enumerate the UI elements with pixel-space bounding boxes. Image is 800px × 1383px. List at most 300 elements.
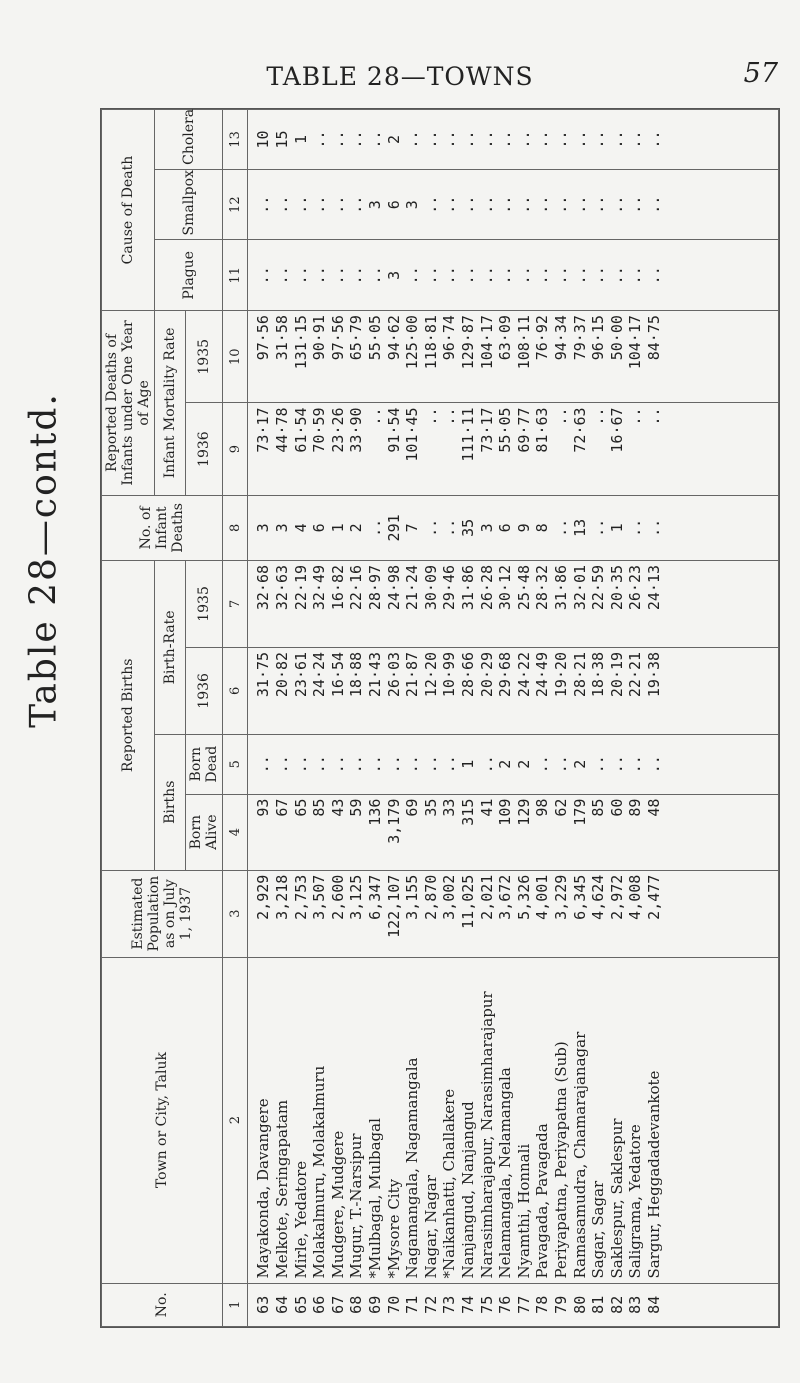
cell-no: 84 (644, 1295, 663, 1314)
cell-imr35: 94·34 (551, 315, 570, 361)
cell-plague: .. (347, 266, 366, 285)
cell-town: Mayakonda, Davangere (254, 1098, 273, 1279)
cell-cholera: 15 (273, 130, 292, 149)
cell-pop: 4,001 (533, 874, 552, 920)
cell-inf: .. (440, 518, 459, 537)
cell-imr36: 69·77 (514, 407, 533, 453)
cell-dead: .. (384, 755, 403, 774)
cell-inf: .. (589, 518, 608, 537)
col-cholera (248, 110, 779, 170)
cell-dead: .. (403, 755, 422, 774)
cell-alive: 69 (403, 798, 422, 817)
cell-town: Melkote, Seringapatam (273, 1099, 292, 1279)
cell-town: Saligrama, Yedatore (626, 1124, 645, 1279)
cell-town: Sargur, Heggadadevankote (644, 1070, 663, 1279)
cell-no: 63 (254, 1295, 273, 1314)
cell-town: Narasimharajapur, Narasimharajapur (477, 991, 496, 1279)
cell-alive: 136 (366, 798, 385, 826)
cell-smallpox: .. (459, 195, 477, 214)
cell-br35: 29·46 (440, 564, 459, 611)
cell-inf: 9 (514, 523, 533, 533)
cell-imr35: 90·91 (310, 315, 329, 361)
cell-inf: .. (644, 518, 663, 537)
cell-plague: .. (514, 266, 533, 285)
cell-imr35: 125·00 (403, 315, 422, 370)
cell-cholera: .. (459, 130, 477, 149)
cell-no: 68 (347, 1295, 366, 1314)
cell-alive: 35 (421, 798, 440, 817)
cell-imr36: .. (626, 407, 645, 426)
cell-cholera: .. (403, 130, 422, 149)
cell-br36: 16·54 (328, 651, 347, 698)
cell-inf: .. (626, 518, 645, 537)
column-number: 12 (223, 169, 248, 240)
cell-alive: 85 (310, 798, 329, 817)
cell-town: Nyamthi, Honnali (514, 1143, 533, 1279)
cell-smallpox: .. (533, 195, 552, 214)
cell-alive: 129 (514, 798, 533, 826)
cell-br36: 26·03 (384, 651, 403, 698)
cell-dead: 2 (570, 759, 589, 769)
cell-br36: 12·20 (421, 651, 440, 698)
cell-imr36: 111·11 (459, 407, 477, 462)
cell-imr35: 104·17 (477, 315, 496, 370)
cell-inf: .. (551, 518, 570, 537)
cell-imr35: 118·81 (421, 315, 440, 370)
cell-no: 82 (607, 1295, 626, 1314)
cell-alive: 85 (589, 798, 608, 817)
cell-br35: 26·23 (626, 564, 645, 611)
cell-smallpox: 3 (403, 200, 422, 210)
cell-plague: .. (496, 266, 515, 285)
cell-pop: 4,008 (626, 874, 645, 920)
cell-dead: 1 (459, 759, 477, 769)
cell-pop: 3,155 (403, 874, 422, 920)
cell-town: Mudgere, Mudgere (328, 1130, 347, 1279)
cell-pop: 3,507 (310, 874, 329, 920)
table-frame (100, 108, 780, 1328)
cell-inf: 8 (533, 523, 552, 533)
cell-no: 76 (496, 1295, 515, 1314)
cell-plague: .. (254, 266, 273, 285)
cell-pop: 2,477 (644, 874, 663, 920)
cell-imr35: 76·92 (533, 315, 552, 361)
header-born-dead: Born Dead (186, 734, 223, 794)
cell-imr36: 55·05 (496, 407, 515, 453)
cell-town: Nagar, Nagar (421, 1175, 440, 1279)
column-number: 8 (223, 495, 248, 560)
column-number: 13 (223, 110, 248, 170)
cell-no: 69 (366, 1295, 385, 1314)
header-births: Births (155, 734, 186, 870)
cell-imr35: 104·17 (626, 315, 645, 370)
cell-imr35: 96·74 (440, 315, 459, 361)
cell-imr36: 44·78 (273, 407, 292, 453)
header-imr-1935: 1935 (186, 311, 223, 403)
cell-no: 72 (421, 1295, 440, 1314)
cell-pop: 122,107 (384, 874, 403, 938)
cell-no: 78 (533, 1295, 552, 1314)
cell-dead: .. (421, 755, 440, 774)
header-reported-births: Reported Births (102, 560, 155, 870)
cell-imr35: 55·05 (366, 315, 385, 361)
cell-br35: 30·09 (421, 564, 440, 611)
header-born-alive: Born Alive (186, 794, 223, 870)
cell-imr35: 131·15 (291, 315, 310, 370)
cell-inf: .. (366, 518, 385, 537)
cell-dead: 2 (514, 759, 533, 769)
col-born-alive (248, 794, 779, 870)
cell-inf: 4 (291, 523, 310, 533)
cell-imr36: .. (366, 407, 385, 426)
cell-br36: 21·43 (366, 651, 385, 698)
cell-br36: 19·38 (644, 651, 663, 698)
cell-pop: 2,929 (254, 874, 273, 920)
cell-town: *Mysore City (384, 1178, 403, 1279)
cell-cholera: .. (421, 130, 440, 149)
cell-br35: 24·13 (644, 564, 663, 611)
cell-br36: 22·21 (626, 651, 645, 698)
cell-smallpox: .. (514, 195, 533, 214)
cell-cholera: .. (533, 130, 552, 149)
cell-smallpox: .. (273, 195, 292, 214)
cell-imr36: .. (589, 407, 608, 426)
cell-br36: 24·24 (310, 651, 329, 698)
column-number: 9 (223, 403, 248, 495)
cell-br35: 32·01 (570, 564, 589, 611)
cell-imr35: 84·75 (644, 315, 663, 361)
cell-imr35: 96·15 (589, 315, 608, 361)
cell-no: 77 (514, 1295, 533, 1314)
cell-br35: 22·19 (291, 564, 310, 611)
cell-alive: 60 (607, 798, 626, 817)
cell-pop: 3,218 (273, 874, 292, 920)
col-population (248, 870, 779, 957)
cell-dead: .. (328, 755, 347, 774)
cell-br36: 29·68 (496, 651, 515, 698)
header-no: No. (102, 1283, 223, 1326)
cell-cholera: .. (440, 130, 459, 149)
cell-br36: 24·49 (533, 651, 552, 698)
cell-no: 66 (310, 1295, 329, 1314)
cell-town: Ramasamudra, Chamarajanagar (570, 1031, 589, 1279)
cell-plague: 3 (384, 270, 403, 280)
header-infant-mortality-rate: Infant Mortality Rate (155, 311, 186, 496)
cell-pop: 6,345 (570, 874, 589, 920)
cell-pop: 4,624 (589, 874, 608, 920)
cell-alive: 43 (328, 798, 347, 817)
cell-town: Nagamangala, Nagamangala (403, 1057, 422, 1279)
cell-br36: 23·61 (291, 651, 310, 698)
header-infant-deaths-count: No. of Infant Deaths (102, 495, 223, 560)
cell-imr36: 61·54 (291, 407, 310, 453)
cell-alive: 315 (459, 798, 477, 826)
cell-smallpox: .. (496, 195, 515, 214)
cell-imr35: 94·62 (384, 315, 403, 361)
cell-no: 71 (403, 1295, 422, 1314)
cell-br35: 20·35 (607, 564, 626, 611)
cell-town: Saklespur, Saklespur (607, 1118, 626, 1279)
cell-inf: 291 (384, 514, 403, 542)
cell-inf: 6 (310, 523, 329, 533)
cell-pop: 2,021 (477, 874, 496, 920)
cell-imr36: .. (421, 407, 440, 426)
cell-inf: .. (421, 518, 440, 537)
cell-alive: 179 (570, 798, 589, 826)
cell-smallpox: .. (328, 195, 347, 214)
cell-pop: 11,025 (459, 874, 477, 929)
column-number: 2 (223, 957, 248, 1283)
cell-alive: 62 (551, 798, 570, 817)
cell-town: Nelamangala, Nelamangala (496, 1067, 515, 1279)
cell-br36: 20·29 (477, 651, 496, 698)
cell-dead: .. (533, 755, 552, 774)
cell-br36: 19·20 (551, 651, 570, 698)
cell-plague: .. (291, 266, 310, 285)
cell-br35: 31·86 (551, 564, 570, 611)
cell-br35: 25·48 (514, 564, 533, 611)
header-reported-infant-deaths: Reported Deaths of Infants under One Year of Age (102, 311, 155, 496)
cell-no: 73 (440, 1295, 459, 1314)
cell-no: 79 (551, 1295, 570, 1314)
cell-br36: 18·88 (347, 651, 366, 698)
cell-smallpox: .. (291, 195, 310, 214)
cell-plague: .. (477, 266, 496, 285)
cell-br36: 21·87 (403, 651, 422, 698)
cell-pop: 2,753 (291, 874, 310, 920)
cell-pop: 3,672 (496, 874, 515, 920)
column-number: 10 (223, 311, 248, 403)
cell-no: 74 (459, 1295, 477, 1314)
cell-br35: 24·98 (384, 564, 403, 611)
cell-plague: .. (533, 266, 552, 285)
cell-alive: 98 (533, 798, 552, 817)
cell-cholera: .. (570, 130, 589, 149)
cell-plague: .. (440, 266, 459, 285)
cell-plague: .. (273, 266, 292, 285)
cell-imr36: 81·63 (533, 407, 552, 453)
cell-imr35: 97·56 (254, 315, 273, 361)
cell-smallpox: .. (626, 195, 645, 214)
col-birth-rate-1935 (248, 560, 779, 647)
cell-town: Mirle, Yedatore (291, 1160, 310, 1279)
cell-dead: .. (551, 755, 570, 774)
cell-cholera: .. (514, 130, 533, 149)
cell-plague: .. (421, 266, 440, 285)
cell-plague: .. (644, 266, 663, 285)
cell-cholera: .. (644, 130, 663, 149)
cell-inf: 7 (403, 523, 422, 533)
cell-br35: 30·12 (496, 564, 515, 611)
cell-br36: 18·38 (589, 651, 608, 698)
cell-town: Mugur, T.-Narsipur (347, 1133, 366, 1279)
cell-br36: 28·66 (459, 651, 477, 698)
cell-br35: 32·68 (254, 564, 273, 611)
cell-inf: 3 (273, 523, 292, 533)
cell-dead: .. (644, 755, 663, 774)
col-imr-1936 (248, 403, 779, 495)
cell-plague: .. (310, 266, 329, 285)
cell-dead: .. (310, 755, 329, 774)
cell-inf: 6 (496, 523, 515, 533)
cell-smallpox: .. (570, 195, 589, 214)
cell-smallpox: .. (589, 195, 608, 214)
cell-imr36: 23·26 (328, 407, 347, 453)
rotated-table (100, 108, 780, 1328)
column-number: 7 (223, 560, 248, 647)
header-plague: Plague (155, 240, 223, 311)
cell-alive: 93 (254, 798, 273, 817)
cell-plague: .. (459, 266, 477, 285)
cell-inf: 2 (347, 523, 366, 533)
cell-smallpox: .. (551, 195, 570, 214)
cell-town: Molakalmuru, Molakalmuru (310, 1065, 329, 1279)
cell-cholera: 1 (291, 134, 310, 144)
cell-pop: 6,347 (366, 874, 385, 920)
cell-pop: 5,326 (514, 874, 533, 920)
cell-cholera: .. (477, 130, 496, 149)
header-imr-1936: 1936 (186, 403, 223, 495)
cell-town: Periyapatna, Periyapatna (Sub) (551, 1041, 570, 1279)
cell-smallpox: 6 (384, 200, 403, 210)
cell-cholera: .. (310, 130, 329, 149)
cell-smallpox: .. (477, 195, 496, 214)
cell-smallpox: 3 (366, 200, 385, 210)
cell-alive: 89 (626, 798, 645, 817)
cell-dead: 2 (496, 759, 515, 769)
col-plague (248, 240, 779, 311)
cell-alive: 48 (644, 798, 663, 817)
cell-cholera: .. (496, 130, 515, 149)
cell-town: *Naikanhatti, Challakere (440, 1088, 459, 1279)
cell-br35: 26·28 (477, 564, 496, 611)
cell-no: 81 (589, 1295, 608, 1314)
header-birth-rate-1935: 1935 (186, 560, 223, 647)
cell-pop: 2,600 (328, 874, 347, 920)
cell-smallpox: .. (644, 195, 663, 214)
cell-cholera: 2 (384, 134, 403, 144)
header-town: Town or City, Taluk (102, 957, 223, 1283)
cell-dead: .. (440, 755, 459, 774)
col-imr-1935 (248, 311, 779, 403)
cell-imr36: 33·90 (347, 407, 366, 453)
header-cause-of-death: Cause of Death (102, 110, 155, 311)
cell-imr35: 79·37 (570, 315, 589, 361)
cell-dead: .. (291, 755, 310, 774)
cell-dead: .. (626, 755, 645, 774)
cell-dead: .. (366, 755, 385, 774)
cell-town: Pavagada, Pavagada (533, 1123, 552, 1279)
cell-br36: 28·21 (570, 651, 589, 698)
cell-pop: 3,125 (347, 874, 366, 920)
column-number: 3 (223, 870, 248, 957)
cell-cholera: .. (328, 130, 347, 149)
cell-plague: .. (403, 266, 422, 285)
cell-imr35: 97·56 (328, 315, 347, 361)
cell-dead: .. (607, 755, 626, 774)
cell-smallpox: .. (310, 195, 329, 214)
col-smallpox (248, 169, 779, 240)
cell-inf: 1 (328, 523, 347, 533)
cell-plague: .. (589, 266, 608, 285)
header-cholera: Cholera (155, 110, 223, 170)
cell-plague: .. (570, 266, 589, 285)
column-number: 4 (223, 794, 248, 870)
cell-br36: 20·19 (607, 651, 626, 698)
cell-inf: 3 (477, 523, 496, 533)
cell-imr36: 73·17 (477, 407, 496, 453)
cell-plague: .. (607, 266, 626, 285)
cell-imr35: 50·00 (607, 315, 626, 361)
cell-no: 67 (328, 1295, 347, 1314)
cell-br36: 24·22 (514, 651, 533, 698)
col-no (248, 1283, 779, 1326)
cell-imr35: 108·11 (514, 315, 533, 370)
cell-dead: .. (273, 755, 292, 774)
header-smallpox: Smallpox (155, 169, 223, 240)
cell-alive: 33 (440, 798, 459, 817)
cell-br35: 28·97 (366, 564, 385, 611)
cell-cholera: 10 (254, 130, 273, 149)
col-infant-deaths (248, 495, 779, 560)
col-birth-rate-1936 (248, 647, 779, 734)
cell-alive: 41 (477, 798, 496, 817)
cell-br35: 22·59 (589, 564, 608, 611)
cell-br36: 20·82 (273, 651, 292, 698)
cell-imr35: 63·09 (496, 315, 515, 361)
page-title: TABLE 28—TOWNS (266, 62, 534, 91)
table-body-row (248, 110, 779, 1327)
column-number-row (223, 110, 248, 1327)
cell-cholera: .. (589, 130, 608, 149)
cell-plague: .. (626, 266, 645, 285)
cell-imr36: 70·59 (310, 407, 329, 453)
col-town (248, 957, 779, 1283)
cell-imr36: 16·67 (607, 407, 626, 453)
cell-cholera: .. (347, 130, 366, 149)
header-population: Estimated Population as on July 1, 1937 (102, 870, 223, 957)
cell-imr36: .. (644, 407, 663, 426)
cell-no: 80 (570, 1295, 589, 1314)
cell-no: 83 (626, 1295, 645, 1314)
cell-smallpox: .. (607, 195, 626, 214)
column-number: 1 (223, 1283, 248, 1326)
cell-no: 65 (291, 1295, 310, 1314)
cell-cholera: .. (626, 130, 645, 149)
cell-br36: 31·75 (254, 651, 273, 698)
cell-cholera: .. (607, 130, 626, 149)
cell-alive: 65 (291, 798, 310, 817)
col-born-dead (248, 734, 779, 794)
cell-inf: 35 (459, 518, 477, 537)
cell-br35: 32·63 (273, 564, 292, 611)
cell-pop: 3,002 (440, 874, 459, 920)
cell-imr35: 65·79 (347, 315, 366, 361)
cell-town: Nanjangud, Nanjangud (459, 1101, 477, 1279)
cell-imr36: .. (551, 407, 570, 426)
cell-plague: .. (328, 266, 347, 285)
cell-smallpox: .. (421, 195, 440, 214)
cell-br35: 16·82 (328, 564, 347, 611)
cell-alive: 109 (496, 798, 515, 826)
cell-inf: 3 (254, 523, 273, 533)
cell-pop: 2,870 (421, 874, 440, 920)
cell-br35: 32·49 (310, 564, 329, 611)
cell-dead: .. (477, 755, 496, 774)
header-birth-rate-1936: 1936 (186, 647, 223, 734)
cell-smallpox: .. (440, 195, 459, 214)
cell-cholera: .. (366, 130, 385, 149)
